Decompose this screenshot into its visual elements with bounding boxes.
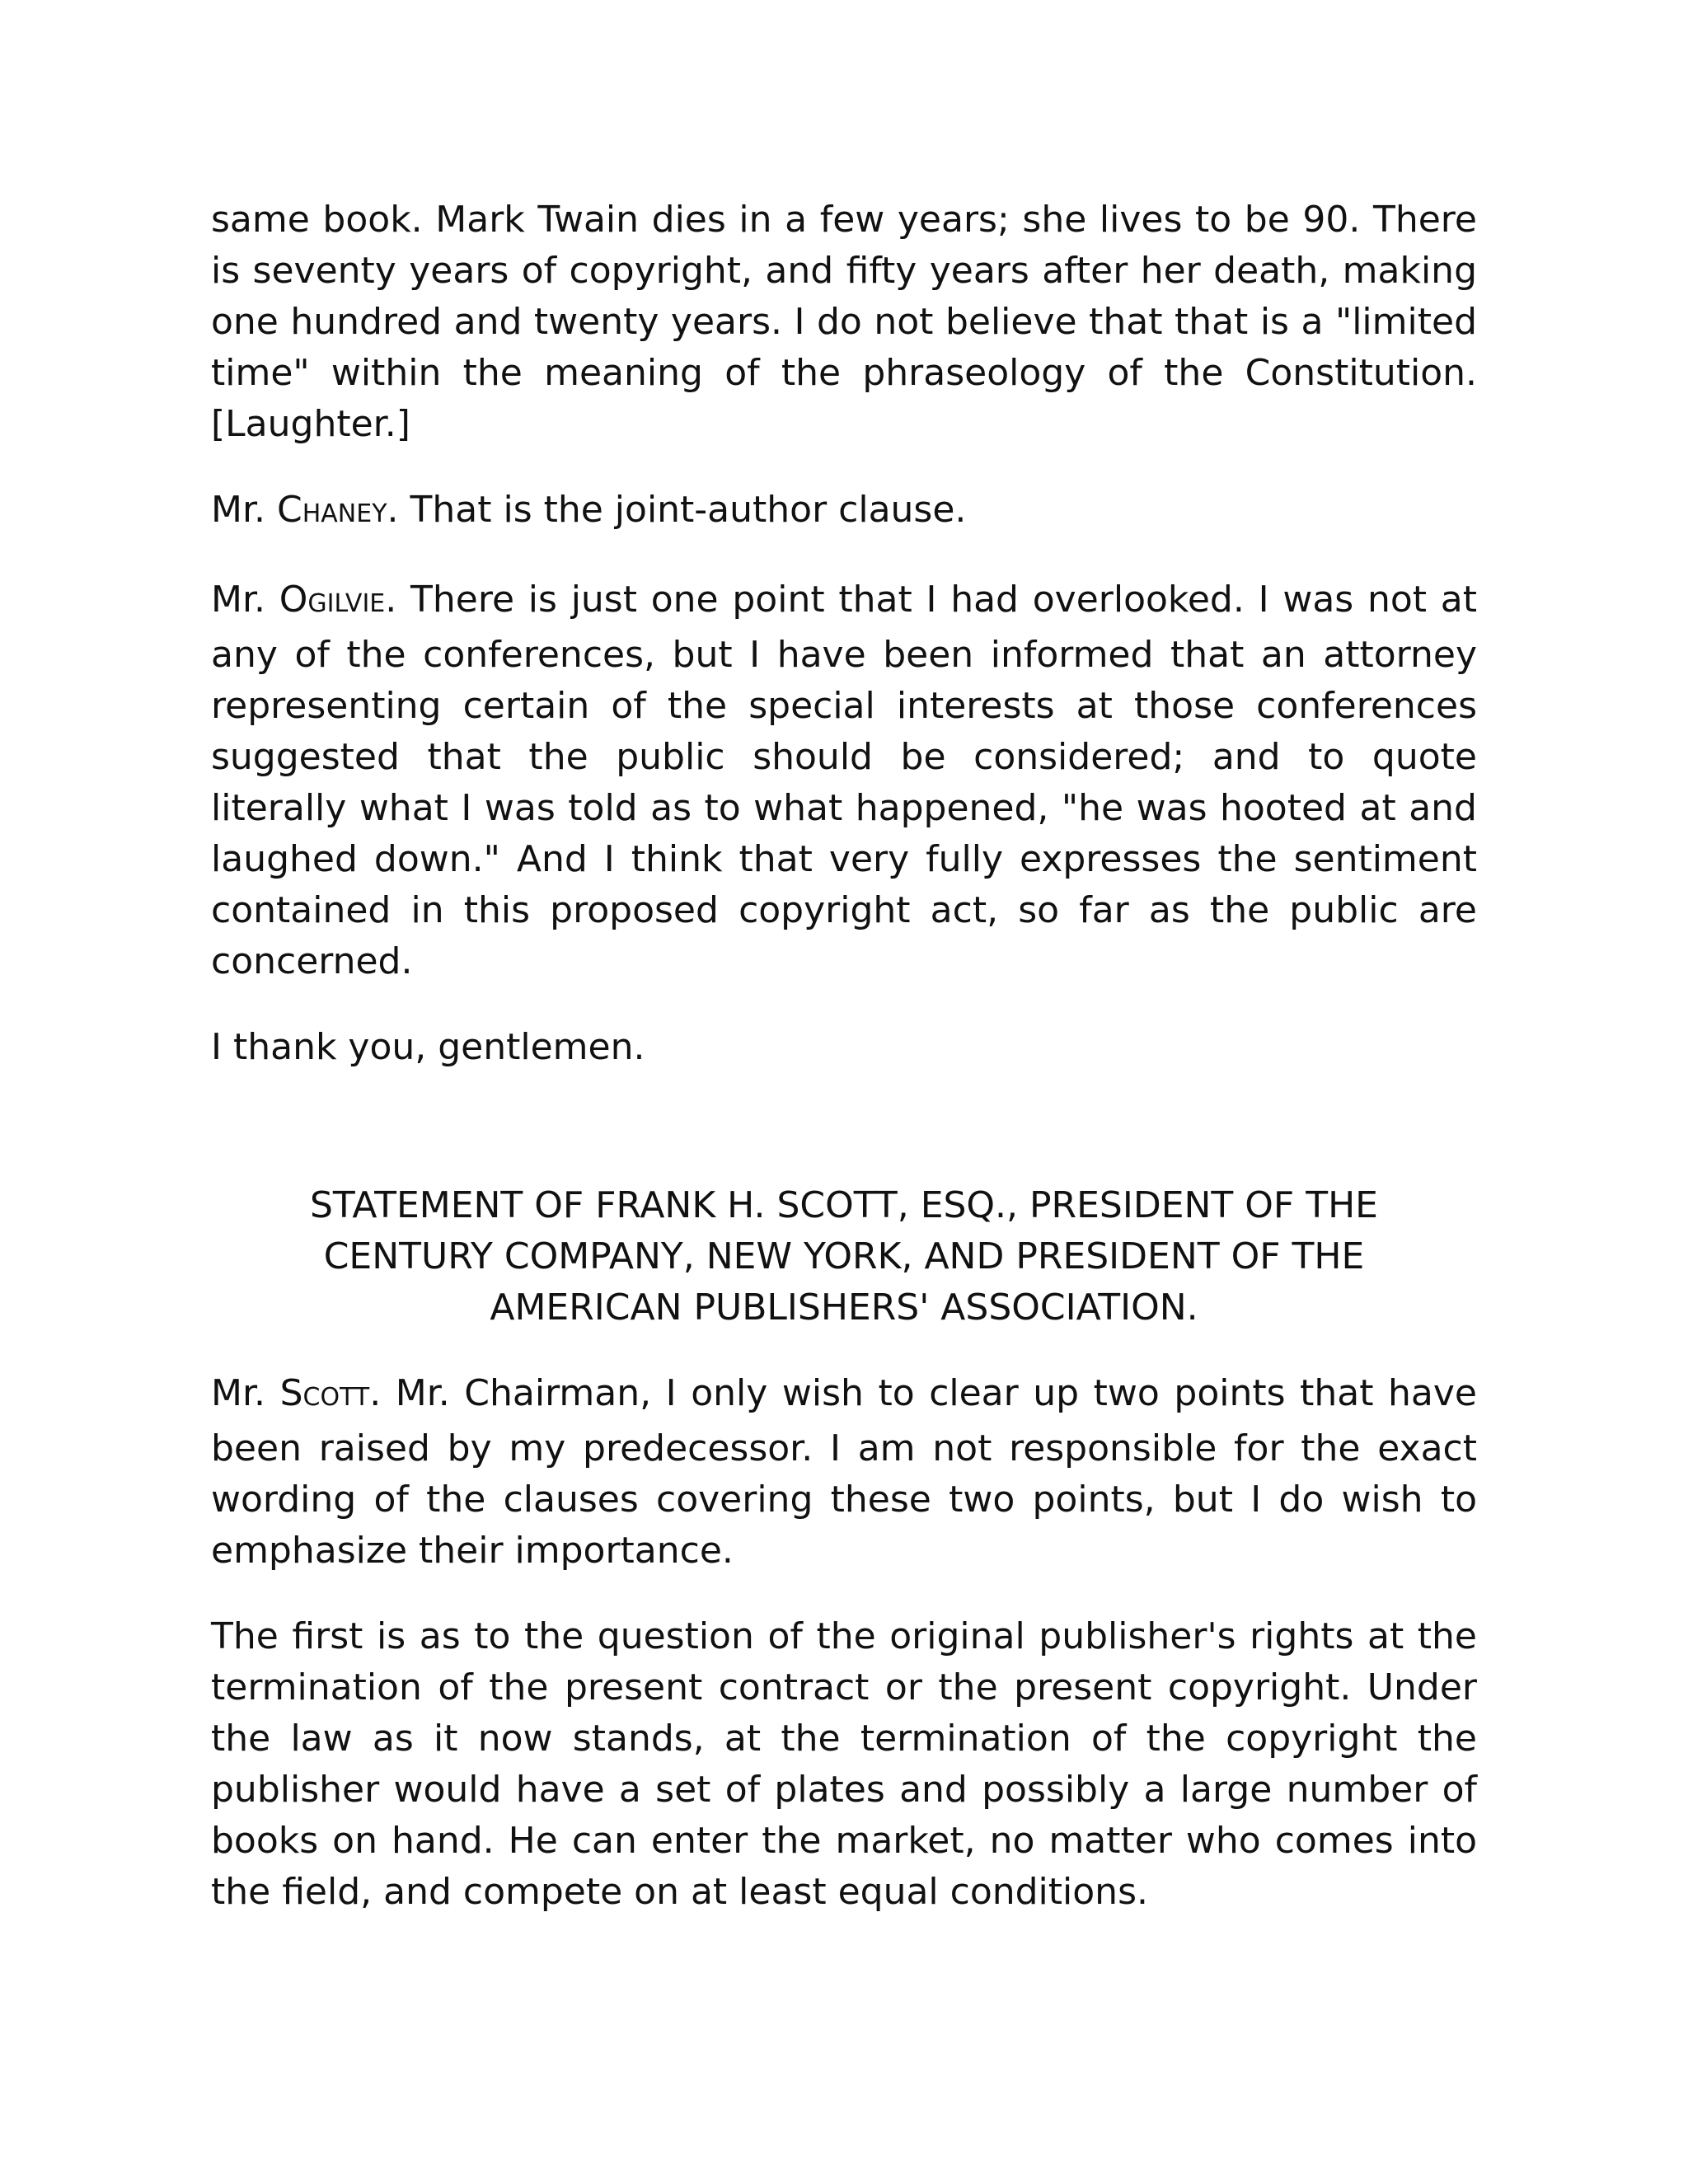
paragraph-text: . That is the joint-author clause. [387, 489, 967, 531]
speaker-prefix: Mr. S [211, 1372, 303, 1414]
speaker-name-smallcaps: GILVIE [307, 589, 386, 618]
paragraph-continuation: same book. Mark Twain dies in a few years; she lives to be 90. There is seventy years of copyright, and fifty years after her death, making one hundred and twenty years. I do not believe that that is a "limited time" within the meaning of the phraseology of the Constitution. [Laughter.] [211, 199, 1477, 445]
speaker-prefix: Mr. C [211, 489, 302, 531]
speaker-prefix: Mr. O [211, 579, 308, 621]
paragraph-ogilvie [211, 574, 1477, 987]
paragraph-thanks: I thank you, gentlemen. [211, 1026, 645, 1068]
paragraph-scott [211, 1368, 1477, 1577]
speaker-name-smallcaps: HANEY [302, 499, 387, 528]
paragraph-chaney [211, 485, 1477, 540]
speaker-name-smallcaps: COTT [302, 1383, 370, 1412]
paragraph-first-point: The first is as to the question of the original publisher's rights at the termination of the present contract or the present copyright. Under the law as it now stands, at the termination of the copyright the publisher would have a set of plates and possibly a large number of books on hand. He can enter the market, no matter who comes into the field, and compete on at least equal conditions. [211, 1615, 1477, 1913]
document-page [211, 194, 1477, 1952]
paragraph-text: . Mr. Chairman, I only wish to clear up two points that have been raised by my predecessor. I am not responsible for the exact wording of the clauses covering these two points, but I do wish to emphasize their importance. [211, 1372, 1477, 1572]
section-heading: STATEMENT OF FRANK H. SCOTT, ESQ., PRESIDENT OF THE CENTURY COMPANY, NEW YORK, AND PRESIDENT OF THE AMERICAN PUBLISHERS' ASSOCIATION. [310, 1184, 1378, 1329]
paragraph-text: . There is just one point that I had overlooked. I was not at any of the conferences, but I have been informed that an attorney representing certain of the special interests at those conferences suggested that the public should be considered; and to quote literally what I was told as to what happened, "he was hooted at and laughed down." And I think that very fully expresses the sentiment contained in this proposed copyright act, so far as the public are concerned. [211, 579, 1477, 982]
